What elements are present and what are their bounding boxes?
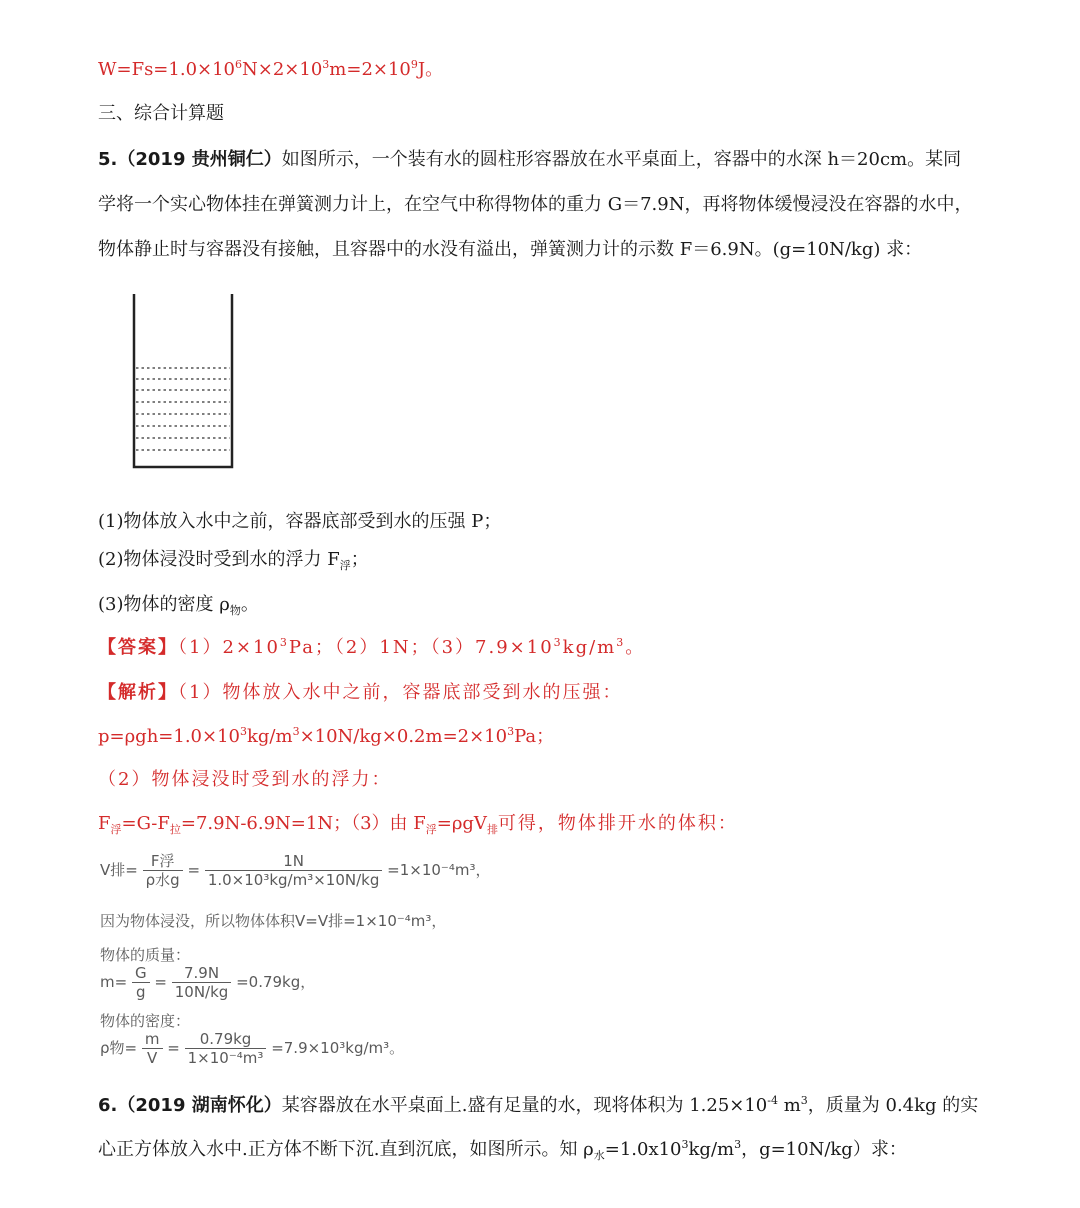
analysis-tag: 【解析】 [98,682,178,703]
work-formula-line: $W=Fs=1.0\times 10^6N\times 2\times 10^3m=2\times 10^9J$。 [98,58,444,80]
analysis-line2: $p=\rho gh=1.0\times 10^3kg/m^3\times 10N/kg\times 0.2m=2\times 10^3Pa$； [98,725,555,747]
analysis-line1: 【解析】（1）物体放入水中之前，容器底部受到水的压强： [98,682,623,703]
q6-line2: 心正方体放入水中.正方体不断下沉.直到沉底，如图所示。知 $\rho_水=1.0x10^3kg/m^3$，g=10N/kg）求： [98,1138,907,1162]
container-figure [120,288,250,476]
answer-tag: 【答案】 [98,637,178,658]
q5-sub1: (1)物体放入水中之前，容器底部受到水的压强 P； [98,511,502,532]
q6-line1: 6.（2019 湖南怀化）某容器放在水平桌面上.盛有足量的水，现将体积为 $1.25\times 10^{-4}$ $m^3$，质量为 0.4kg 的实 [98,1094,979,1116]
analysis-line3: （2）物体浸没时受到水的浮力： [98,769,392,790]
answer-line: 【答案】$(1)2\times 10^3Pa$；（2）1N；$(3)7.9\times 10^3kg/m^3$。 [98,636,646,658]
math-row-density-label: 物体的密度： [100,1012,191,1030]
q5-line1: 5.（2019 贵州铜仁）如图所示，一个装有水的圆柱形容器放在水平桌面上，容器中的水深 h＝20cm。某同 [98,149,962,170]
math-row-volume: V排= $\frac{\text{F浮}}{\text{ρ水g}}$ = $\frac{1N}{\text{1.0×10³kg/m³×10N/kg}}$ =1×10⁻⁴m³， [100,852,491,889]
container-walls [134,294,232,467]
math-row-density: ρ物= $\frac{m}{V}$ = $\frac{0.79kg}{\text{1×10⁻⁴m³}}$ =7.9×10³kg/m³。 [100,1030,405,1067]
solution-math-block [100,852,560,1067]
math-row-mass: m= $\frac{G}{g}$ = $\frac{7.9N}{10N/kg}$ =0.79kg， [100,964,316,1001]
q5-sub3: (3)物体的密度 $\rho_物$。 [98,594,259,617]
q5-sub2: (2)物体浸没时受到水的浮力 $F_浮$； [98,549,369,572]
math-row-immersed: 因为物体浸没，所以物体体积V=V排=1×10⁻⁴m³， [100,912,447,930]
q5-line2: 学将一个实心物体挂在弹簧测力计上，在空气中称得物体的重力 G＝7.9N，再将物体缓慢浸没在容器的水中， [98,194,973,215]
q5-line3: 物体静止时与容器没有接触，且容器中的水没有溢出，弹簧测力计的示数 F＝6.9N。(g=10N/kg) 求： [98,239,923,260]
math-row-mass-label: 物体的质量： [100,946,191,964]
analysis-line4: $F_浮=G-F_拉=7.9N-6.9N=1N$；（3）由 $F_浮=\rho gV_排$可得，物体排开水的体积： [98,813,738,836]
section-title: 三、综合计算题 [98,103,224,124]
